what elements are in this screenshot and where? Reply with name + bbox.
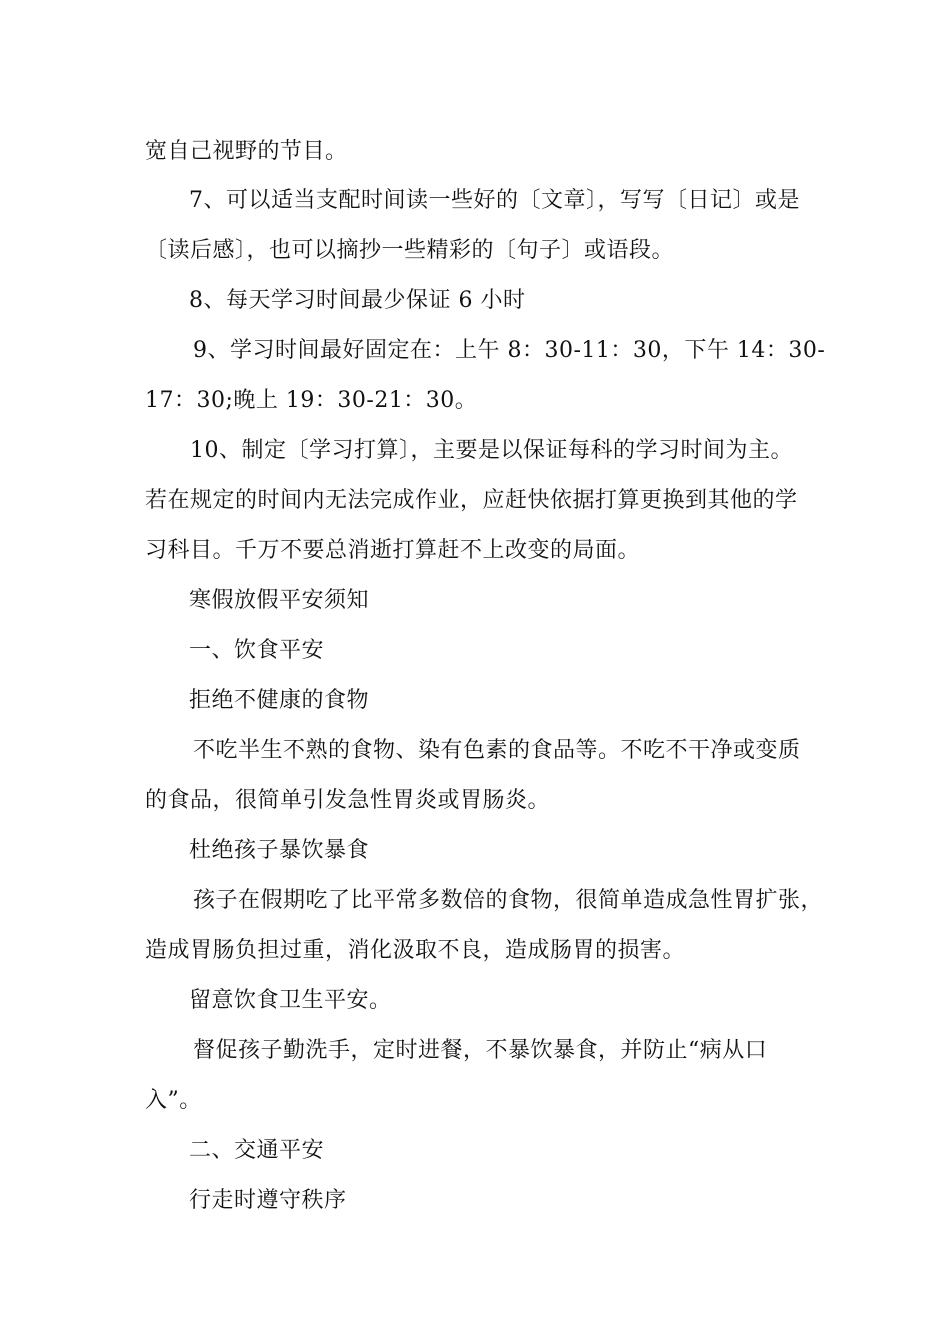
- text-line-3: 〔读后感〕，也可以摘抄一些精彩的〔句子〕或语段。: [145, 238, 675, 263]
- text-line-8: 若在规定的时间内无法完成作业，应赶快依据打算更换到其他的学: [145, 488, 798, 513]
- subheading-1: 拒绝不健康的食物: [189, 688, 370, 713]
- text-line-19: 督促孩子勤洗手，定时进餐，不暴饮暴食，并防止“病从口: [193, 1038, 768, 1063]
- text-line-2: 7、可以适当支配时间读一些好的〔文章〕，写写〔日记〕或是: [189, 188, 800, 213]
- heading-food-safety: 一、饮食平安: [189, 638, 325, 663]
- text-line-6: 17：30;晚上 19：30-21：30。: [145, 388, 478, 413]
- text-line-14: 的食品，很简单引发急性胃炎或胃肠炎。: [145, 788, 551, 813]
- text-line-9: 习科目。千万不要总消逝打算赶不上改变的局面。: [145, 538, 641, 563]
- subheading-2: 杜绝孩子暴饮暴食: [189, 838, 370, 863]
- text-line-1: 宽自己视野的节目。: [145, 139, 348, 164]
- text-line-13: 不吃半生不熟的食物、染有色素的食品等。不吃不干净或变质: [193, 738, 801, 763]
- subheading-3: 留意饮食卫生平安。: [189, 988, 392, 1013]
- section-title: 寒假放假平安须知: [189, 588, 370, 613]
- text-line-16: 孩子在假期吃了比平常多数倍的食物，很简单造成急性胃扩张，: [193, 888, 824, 913]
- text-line-5: 9、学习时间最好固定在：上午 8：30-11：30，下午 14：30-: [193, 338, 826, 363]
- text-line-17: 造成胃肠负担过重，消化汲取不良，造成肠胃的损害。: [145, 938, 686, 963]
- text-line-4: 8、每天学习时间最少保证 6 小时: [189, 288, 526, 313]
- text-line-20: 入”。: [145, 1088, 202, 1113]
- subheading-4: 行走时遵守秩序: [189, 1188, 347, 1213]
- text-line-7: 10、制定〔学习打算〕，主要是以保证每科的学习时间为主。: [190, 438, 793, 463]
- heading-traffic-safety: 二、交通平安: [189, 1138, 325, 1163]
